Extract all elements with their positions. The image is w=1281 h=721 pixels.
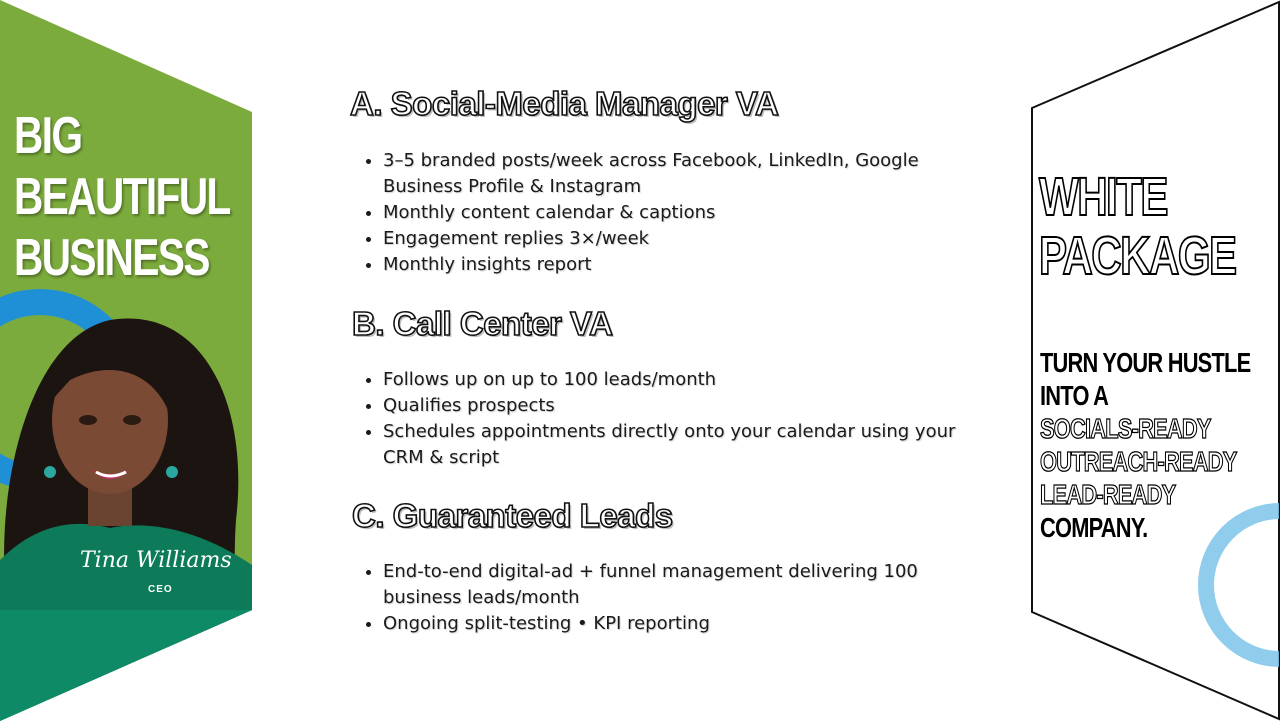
section-a-list: [350, 148, 963, 278]
pitch-line-5: LEAD-READY: [1040, 479, 1176, 510]
package-pitch: [1040, 346, 1250, 544]
brand-line-1: BIG: [14, 107, 82, 165]
list-item: • 3–5 branded posts/week across Facebook, LinkedIn, Google Business Profile & Instagram: [383, 148, 963, 200]
list-item: • Schedules appointments directly onto your calendar using your CRM & script: [383, 419, 963, 471]
list-item: • Monthly insights report: [383, 252, 963, 278]
section-c-list: [350, 559, 963, 637]
list-item: • Engagement replies 3×/week: [383, 226, 963, 252]
section-a-title: A. Social-Media Manager VA: [350, 85, 779, 122]
ceo-signature: Tina Williams: [80, 548, 232, 573]
pitch-line-6: COMPANY.: [1040, 512, 1148, 543]
ceo-role: CEO: [148, 584, 173, 595]
brand-panel: [0, 0, 252, 721]
list-item: • End-to-end digital-ad + funnel management delivering 100 business leads/month: [383, 559, 963, 611]
brand-line-3: BUSINESS: [14, 229, 209, 287]
section-c-title: C. Guaranteed Leads: [352, 497, 673, 534]
list-item: • Monthly content calendar & captions: [383, 200, 963, 226]
package-title-line-2: PACKAGE: [1039, 226, 1236, 286]
section-b-list: [350, 367, 963, 471]
pitch-line-2: INTO A: [1040, 380, 1109, 411]
pitch-line-4: OUTREACH-READY: [1040, 446, 1237, 477]
brand-name: [14, 106, 230, 289]
pitch-line-1: TURN YOUR HUSTLE: [1040, 347, 1251, 378]
pitch-line-3: SOCIALS-READY: [1040, 413, 1211, 444]
section-b-title: B. Call Center VA: [352, 305, 613, 342]
list-item: • Follows up on up to 100 leads/month: [383, 367, 963, 393]
package-title-line-1: WHITE: [1039, 167, 1167, 227]
brand-line-2: BEAUTIFUL: [14, 168, 230, 226]
list-item: • Ongoing split-testing • KPI reporting: [383, 611, 963, 637]
teal-strip: [0, 610, 252, 721]
package-title: [1039, 168, 1236, 286]
list-item: • Qualifies prospects: [383, 393, 963, 419]
